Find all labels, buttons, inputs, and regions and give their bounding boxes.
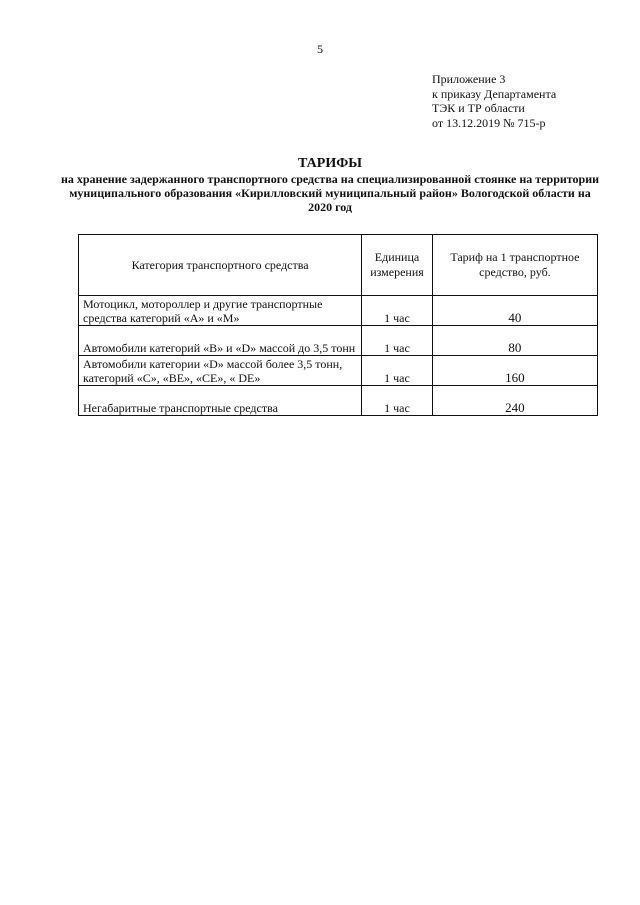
- cell-unit: 1 час: [362, 326, 433, 356]
- document-subtitle: на хранение задержанного транспортного средства на специализированной стоянке на территории муниципального образования «Кирилловский муниципальный район» Вологодской области на 2020 год: [60, 172, 600, 214]
- table-header-row: [79, 235, 598, 296]
- header-category: Категория транспортного средства: [79, 235, 362, 296]
- page-number: 5: [317, 42, 323, 56]
- cell-category: Автомобили категории «D» массой более 3,5 тонн, категорий «С», «ВЕ», «СЕ», « DЕ»: [79, 356, 362, 386]
- document-title: ТАРИФЫ: [298, 156, 362, 171]
- table-row: [79, 356, 598, 386]
- appendix-line: ТЭК и ТР области: [432, 101, 525, 115]
- cell-unit: 1 час: [362, 386, 433, 416]
- cell-category: Негабаритные транспортные средства: [79, 386, 362, 416]
- cell-category: Мотоцикл, мотороллер и другие транспортные средства категорий «А» и «М»: [79, 296, 362, 326]
- cell-tariff: 40: [432, 296, 597, 326]
- cell-unit: 1 час: [362, 356, 433, 386]
- cell-tariff: 240: [432, 386, 597, 416]
- appendix-line: к приказу Департамента: [432, 86, 557, 101]
- table-row: [79, 326, 598, 356]
- cell-category: Автомобили категорий «В» и «D» массой до 3,5 тонн: [79, 326, 362, 356]
- cell-tariff: 160: [432, 356, 597, 386]
- tariffs-table: [78, 234, 598, 416]
- table-row: [79, 296, 598, 326]
- title-block: [60, 155, 600, 214]
- cell-unit: 1 час: [362, 296, 433, 326]
- table-row: [79, 386, 598, 416]
- appendix-line: от 13.12.2019 № 715-р: [432, 115, 546, 130]
- header-tariff: Тариф на 1 транспортное средство, руб.: [432, 235, 597, 296]
- appendix-block: [432, 72, 632, 130]
- appendix-line: Приложение 3: [432, 72, 506, 86]
- header-unit: Единица измерения: [362, 235, 433, 296]
- cell-tariff: 80: [432, 326, 597, 356]
